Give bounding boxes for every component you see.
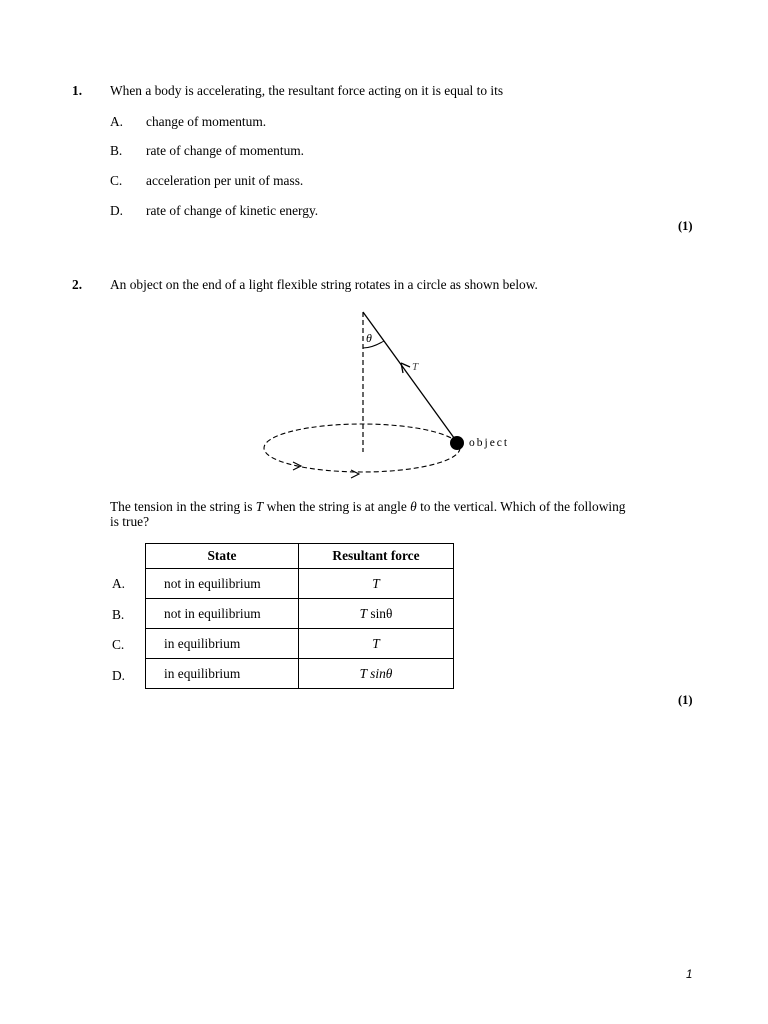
table-row <box>146 599 454 629</box>
table-row <box>146 569 454 599</box>
q1-number: 1. <box>72 83 83 98</box>
string-line <box>363 312 457 442</box>
row-d-state: in equilibrium <box>146 659 299 689</box>
row-b-force-rest: sinθ <box>367 605 393 621</box>
row-d-force-t: T <box>359 665 367 681</box>
row-d-force-rest: sinθ <box>366 665 393 681</box>
row-a-state: not in equilibrium <box>146 569 299 599</box>
row-d-force <box>299 659 454 689</box>
angle-label: θ <box>366 331 372 345</box>
q1-stem: When a body is accelerating, the resultant force acting on it is equal to its <box>110 83 504 98</box>
q2-question-var-t: T <box>255 499 264 514</box>
q1-option-b-text: rate of change of momentum. <box>146 143 305 158</box>
q2-number: 2. <box>72 277 83 292</box>
row-a-force-t: T <box>372 575 380 591</box>
tension-label: T <box>412 361 419 373</box>
q2-option-b-letter: B. <box>112 607 125 622</box>
q2-option-d-letter: D. <box>112 668 126 683</box>
q2-question-line2: is true? <box>110 514 150 529</box>
q2-question-var-theta: θ <box>410 499 417 514</box>
row-c-force <box>299 629 454 659</box>
q1-option-d-text: rate of change of kinetic energy. <box>146 203 319 218</box>
q1-option-d-letter: D. <box>110 203 124 218</box>
table-row <box>146 629 454 659</box>
q2-question-line1 <box>110 499 625 515</box>
q1-option-a-text: change of momentum. <box>146 114 267 129</box>
table-row <box>146 659 454 689</box>
q2-marks: (1) <box>678 693 693 707</box>
row-b-force <box>299 599 454 629</box>
q2-option-c-letter: C. <box>112 637 125 652</box>
q2-question-part1: The tension in the string is <box>110 499 256 514</box>
row-b-force-t: T <box>359 605 368 621</box>
table-header-row <box>146 544 454 569</box>
q1-option-c-letter: C. <box>110 173 123 188</box>
answer-table <box>145 543 454 689</box>
q1-option-c-text: acceleration per unit of mass. <box>146 173 304 188</box>
header-resultant-force: Resultant force <box>299 544 454 569</box>
q2-option-a-letter: A. <box>112 576 126 591</box>
row-b-state: not in equilibrium <box>146 599 299 629</box>
page-number: 1 <box>686 969 693 981</box>
row-a-force <box>299 569 454 599</box>
q2-question-part2: when the string is at angle <box>263 499 411 514</box>
q2-question-part3: to the vertical. Which of the following <box>416 499 626 514</box>
q1-option-a-letter: A. <box>110 114 124 129</box>
q1-option-b-letter: B. <box>110 143 123 158</box>
row-c-state: in equilibrium <box>146 629 299 659</box>
path-arrow-2 <box>351 470 359 478</box>
row-c-force-t: T <box>372 635 380 651</box>
object-label: object <box>469 437 510 449</box>
q1-marks: (1) <box>678 219 693 233</box>
q2-stem: An object on the end of a light flexible string rotates in a circle as shown below. <box>110 277 538 292</box>
header-state: State <box>146 544 299 569</box>
object-ball <box>450 436 464 450</box>
circular-path <box>264 424 460 472</box>
